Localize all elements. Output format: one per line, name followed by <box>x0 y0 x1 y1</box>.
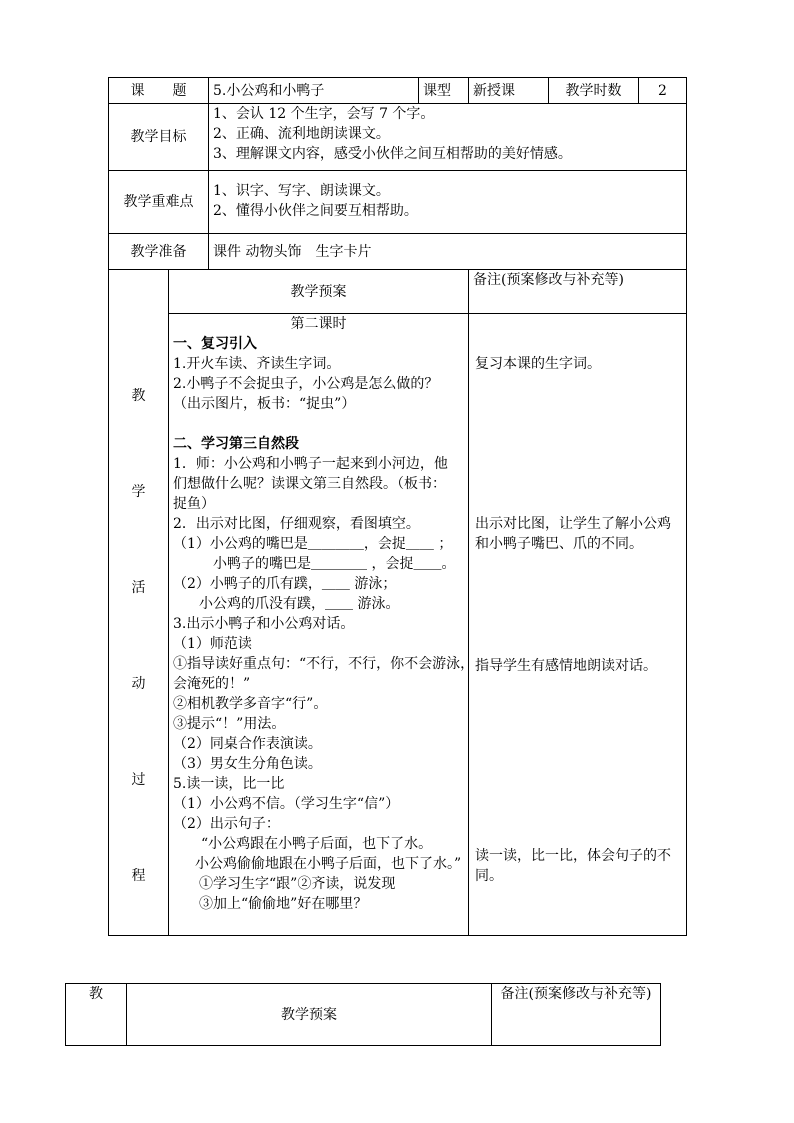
plan-line: （出示图片，板书：“捉虫”） <box>173 396 356 412</box>
goal-line: 1、会认 12 个生字，会写 7 个字。 <box>213 106 435 122</box>
side-char: 教 <box>131 387 146 404</box>
hours-value: 2 <box>639 78 687 104</box>
goals-label: 教学目标 <box>109 104 209 171</box>
plan-line: 3.出示小鸭子和小公鸡对话。 <box>173 616 355 632</box>
goal-line: 2、正确、流利地朗读课文。 <box>213 126 390 142</box>
type-value: 新授课 <box>469 78 549 104</box>
note: 读一读，比一比，体会句子的不同。 <box>475 848 671 884</box>
side-char: 过 <box>131 771 146 788</box>
plan-line: 会淹死的！” <box>173 676 251 692</box>
plan-line: 1．师：小公鸡和小鸭子一起来到小河边，他 <box>173 456 448 472</box>
continuation-plan-header: 教学预案 <box>127 984 492 1046</box>
plan-line: ③提示“！”用法。 <box>173 716 286 732</box>
plan-line: （1）小公鸡的嘴巴是＿＿＿＿，会捉＿＿ ； <box>173 536 453 552</box>
plan-line: 2．出示对比图，仔细观察，看图填空。 <box>173 516 420 532</box>
lesson-plan-table <box>108 77 687 936</box>
continuation-table <box>65 983 661 1046</box>
notes-header: 备注(预案修改与补充等) <box>469 270 687 314</box>
plan-line: 捉鱼） <box>173 496 215 512</box>
continuation-notes-header: 备注(预案修改与补充等) <box>492 984 661 1046</box>
plan-line: 1.开火车读、齐读生字词。 <box>173 356 341 372</box>
plan-line: （1）小公鸡不信。（学习生字“信”） <box>173 796 400 812</box>
process-side-label <box>109 270 169 936</box>
note: 出示对比图，让学生了解小公鸡和小鸭子嘴巴、爪的不同。 <box>475 516 671 552</box>
note: 指导学生有感情地朗读对话。 <box>475 658 657 674</box>
blank-line <box>173 414 464 434</box>
plan-line: 2.小鸭子不会捉虫子，小公鸡是怎么做的？ <box>173 376 439 392</box>
plan-line: （3）男女生分角色读。 <box>173 756 322 772</box>
key-points-label: 教学重难点 <box>109 171 209 234</box>
preparation-label: 教学准备 <box>109 234 209 270</box>
side-char: 活 <box>131 579 146 596</box>
goals-content <box>209 104 687 171</box>
section-heading: 二、学习第三自然段 <box>173 436 299 452</box>
goal-line: 3、理解课文内容，感受小伙伴之间互相帮助的美好情感。 <box>213 146 572 162</box>
course-label: 课 题 <box>109 78 209 104</box>
note: 复习本课的生字词。 <box>475 356 601 372</box>
plan-line: ①指导读好重点句：“不行，不行，你不会游泳， <box>173 656 475 672</box>
plan-line: 小鸭子的嘴巴是＿＿＿＿ ，会捉＿＿。 <box>213 556 456 572</box>
plan-line: （1）师范读 <box>173 636 252 652</box>
plan-line: ②相机教学多音字“行”。 <box>173 696 328 712</box>
plan-line: 小公鸡偷偷地跟在小鸭子后面，也下了水。” <box>195 856 462 872</box>
side-char: 程 <box>131 867 146 884</box>
section-heading: 一、复习引入 <box>173 336 257 352</box>
key-points-content <box>209 171 687 234</box>
hours-label: 教学时数 <box>549 78 639 104</box>
plan-line: （2）同桌合作表演读。 <box>173 736 322 752</box>
plan-line: ③加上“偷偷地”好在哪里？ <box>199 896 368 912</box>
plan-content <box>169 314 475 936</box>
plan-line: 5.读一读，比一比 <box>173 776 285 792</box>
plan-line: 们想做什么呢？读课文第三自然段。（板书： <box>173 476 446 492</box>
plan-line: “小公鸡跟在小鸭子后面，也下了水。 <box>201 836 433 852</box>
course-title: 5.小公鸡和小鸭子 <box>209 78 419 104</box>
preparation-value: 课件 动物头饰 生字卡片 <box>209 234 687 270</box>
plan-header: 教学预案 <box>169 270 469 314</box>
plan-line: ①学习生字“跟”②齐读，说发现 <box>199 876 396 892</box>
type-label: 课型 <box>419 78 469 104</box>
plan-line: （2）小鸭子的爪有蹼，＿＿ 游泳； <box>173 576 397 592</box>
side-char: 学 <box>131 483 146 500</box>
side-char: 动 <box>131 675 146 692</box>
key-point-line: 2、懂得小伙伴之间要互相帮助。 <box>213 203 418 219</box>
lesson-title: 第二课时 <box>290 316 347 332</box>
notes-content <box>469 314 687 936</box>
plan-line: （2）出示句子： <box>173 816 280 832</box>
continuation-side-char: 教 <box>66 984 127 1046</box>
plan-line: 小公鸡的爪没有蹼，＿＿ 游泳。 <box>199 596 400 612</box>
key-point-line: 1、识字、写字、朗读课文。 <box>213 183 390 199</box>
